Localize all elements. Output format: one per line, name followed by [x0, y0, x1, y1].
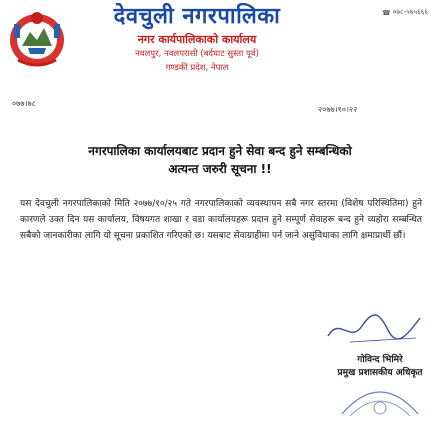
notice-title-line1: नगरपालिका कार्यालयबाट प्रदान हुने सेवा बन्द हुने सम्बन्धिको — [88, 144, 352, 158]
office-executive: नगर कार्यपालिकाको कार्यालय — [137, 33, 257, 46]
issue-date: २०७७।१०।२२ — [318, 105, 358, 114]
signatory-name: गोविन्द भिमिरे — [357, 355, 403, 365]
signatory-title: प्रमुख प्रशासकीय अधिकृत — [337, 368, 423, 378]
nepal-emblem-icon — [8, 6, 66, 68]
phone-number: ०७८-५७५६६६ — [392, 8, 429, 16]
phone-icon: ☎ — [382, 8, 391, 17]
signature-mark — [320, 306, 430, 348]
office-stamp — [330, 374, 430, 424]
notice-title — [20, 142, 420, 178]
contact-phone — [382, 8, 428, 17]
dispatch-number: ०७७।७८ — [12, 99, 36, 108]
office-name: देवचुली नगरपालिका — [113, 3, 281, 29]
notice-title-line2: अत्यन्त जरुरी सूचना !! — [168, 162, 272, 176]
notice-body: यस देवचुली नगरपालिकाको मिति २०७७/१०/२५ गते नगरपालिकाको व्यवस्थापन सबै नगर स्तरमा (विशेष परिस्थितिमा) हुने कारणले उक्त दिन यस कार्यालय, विषयगत शाखा र वडा कार्यालयहरू प्रदान हुने सम्पूर्ण सेवाहरू बन्द हुने व्यहोरा सम्बन्धित सबैको जानकारीका लागि यो सूचना प्रकाशित गरिएको छ। यसबाट सेवाग्राहीमा पर्न जाने असुविधाका लागि क्षमाप्रार्थी छौं। — [20, 199, 422, 241]
office-address: नवलपुर, नवलपरासी (बर्दघाट सुस्ता पूर्व) — [135, 49, 259, 59]
office-province: गण्डकी प्रदेश, नेपाल — [165, 63, 229, 73]
letterhead — [0, 0, 439, 128]
